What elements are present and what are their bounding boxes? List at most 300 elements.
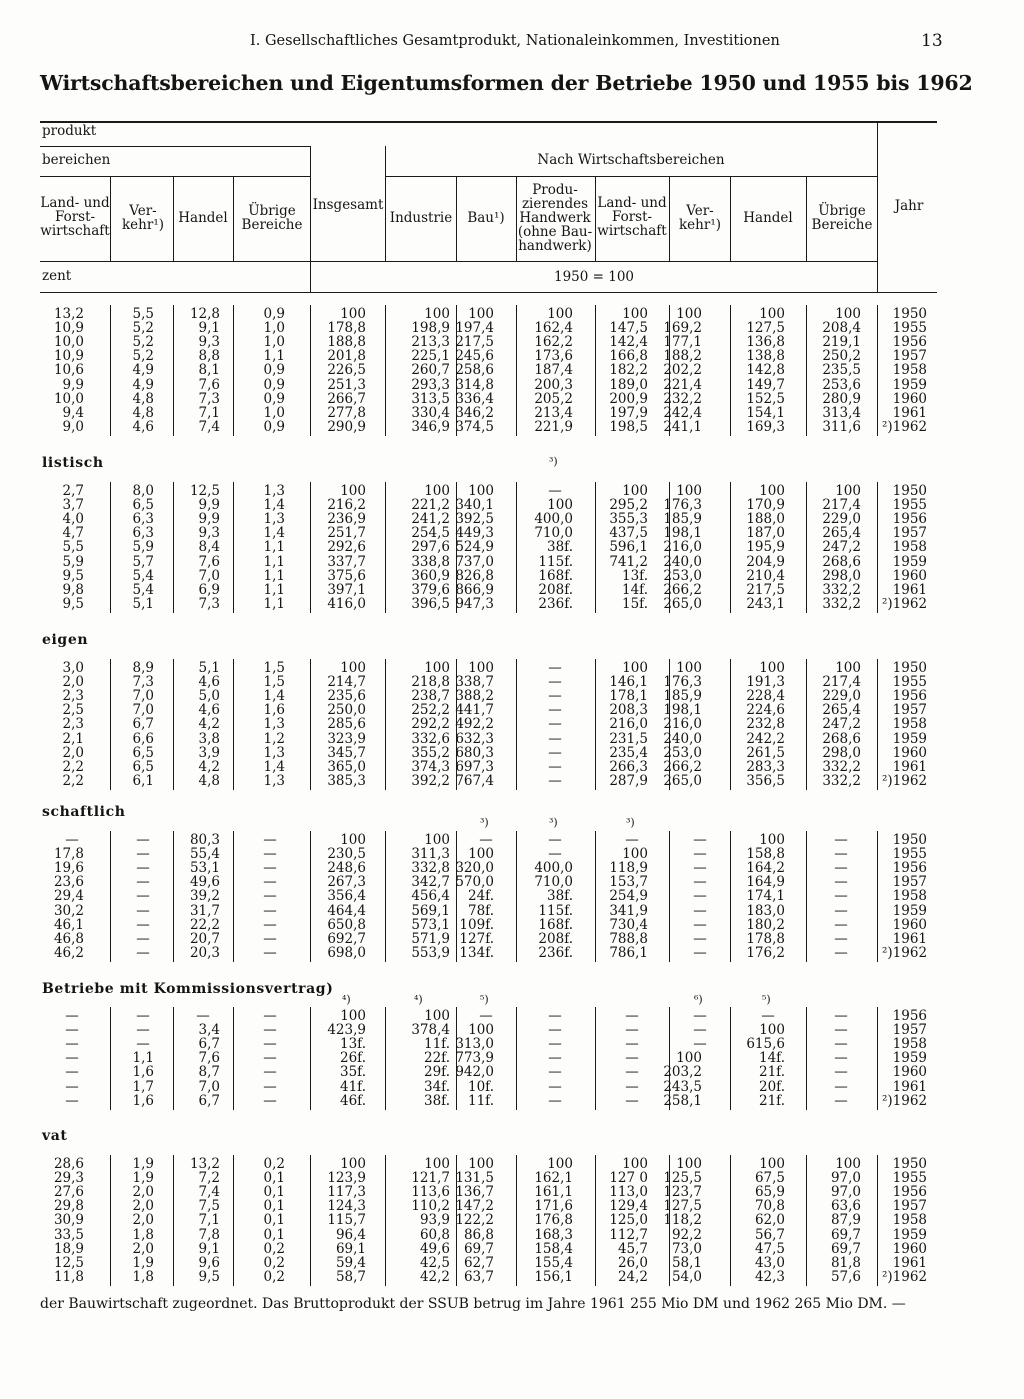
table-cell-year: 1957 bbox=[892, 1198, 927, 1215]
table-cell: 198,9 bbox=[411, 320, 450, 337]
table-cell: 730,4 bbox=[609, 916, 648, 933]
footnote-mark: ⁴) bbox=[342, 993, 351, 1006]
table-cell: 7,3 bbox=[198, 390, 220, 407]
table-cell: 10f. bbox=[468, 1078, 494, 1095]
table-cell: 59,4 bbox=[335, 1254, 366, 1271]
table-cell: 2,3 bbox=[62, 688, 84, 705]
table-cell: 123,7 bbox=[663, 1184, 702, 1201]
table-cell: 1,1 bbox=[132, 1050, 154, 1067]
table-cell: 146,1 bbox=[609, 674, 648, 691]
table-cell: 266,2 bbox=[663, 758, 702, 775]
table-cell: 4,8 bbox=[132, 404, 154, 421]
table-cell: 229,0 bbox=[822, 511, 861, 528]
table-cell: 219,1 bbox=[822, 334, 861, 351]
column-separator bbox=[110, 831, 111, 962]
table-cell: 1,3 bbox=[263, 511, 285, 528]
header-left-land-forst: Land- und Forst- wirtschaft bbox=[40, 195, 110, 239]
table-cell: 13f. bbox=[340, 1036, 366, 1053]
table-cell: 168f. bbox=[538, 916, 573, 933]
table-cell: — bbox=[65, 1050, 79, 1067]
table-cell: 9,5 bbox=[62, 595, 84, 612]
table-cell: 231,5 bbox=[609, 730, 648, 747]
table-cell: 26f. bbox=[340, 1050, 366, 1067]
table-cell: 65,9 bbox=[754, 1184, 785, 1201]
table-cell: 250,2 bbox=[822, 348, 861, 365]
table-cell: 127 0 bbox=[609, 1170, 648, 1187]
table-cell: 100 bbox=[424, 1156, 450, 1172]
table-cell: 45,7 bbox=[617, 1240, 648, 1257]
table-cell: 69,1 bbox=[335, 1240, 366, 1257]
table-cell: — bbox=[693, 930, 707, 947]
table-cell: 188,0 bbox=[746, 511, 785, 528]
table-cell: — bbox=[136, 902, 150, 919]
header-insgesamt: Insgesamt bbox=[312, 197, 384, 213]
table-cell: 1,9 bbox=[132, 1254, 154, 1271]
table-cell: 118,2 bbox=[663, 1212, 702, 1229]
footnote-mark: ³) bbox=[626, 816, 635, 829]
table-cell: 70,8 bbox=[754, 1198, 785, 1215]
table-cell: 38f. bbox=[547, 888, 573, 905]
table-cell: 100 bbox=[547, 497, 573, 514]
table-cell: — bbox=[548, 730, 562, 747]
page-title: Wirtschaftsbereichen und Eigentumsformen der Betriebe 1950 und 1955 bis 1962 bbox=[40, 71, 973, 95]
table-cell: 277,8 bbox=[327, 404, 366, 421]
table-cell: 178,8 bbox=[327, 320, 366, 337]
table-cell-year: 1956 bbox=[892, 1008, 927, 1024]
table-cell: 416,0 bbox=[327, 595, 366, 612]
table-cell-year: 1960 bbox=[892, 390, 927, 407]
table-cell: 183,0 bbox=[746, 902, 785, 919]
table-cell: 7,2 bbox=[198, 1170, 220, 1187]
table-cell: 1,3 bbox=[263, 716, 285, 733]
table-cell: 6,5 bbox=[132, 758, 154, 775]
header-rule-top bbox=[40, 121, 937, 123]
table-cell: 267,3 bbox=[327, 874, 366, 891]
table-cell: 216,0 bbox=[663, 716, 702, 733]
table-cell: 138,8 bbox=[746, 348, 785, 365]
table-cell: 149,7 bbox=[746, 376, 785, 393]
table-cell: 2,0 bbox=[132, 1240, 154, 1257]
table-cell: — bbox=[834, 1036, 848, 1053]
table-cell: 245,6 bbox=[455, 348, 494, 365]
table-cell: 5,2 bbox=[132, 348, 154, 365]
table-cell: 261,5 bbox=[746, 744, 785, 761]
table-cell: — bbox=[548, 1092, 562, 1109]
table-cell: 22,2 bbox=[189, 916, 220, 933]
table-cell: 100 bbox=[835, 660, 861, 676]
table-cell: — bbox=[834, 888, 848, 905]
table-cell-year: ²)1962 bbox=[882, 772, 928, 789]
table-cell: 28,6 bbox=[53, 1156, 84, 1172]
table-cell: 1,3 bbox=[263, 744, 285, 761]
table-cell-year: 1961 bbox=[892, 581, 927, 598]
table-cell: 228,4 bbox=[746, 688, 785, 705]
table-cell: 54,0 bbox=[671, 1268, 702, 1285]
table-cell: 100 bbox=[622, 1156, 648, 1172]
table-cell: 113,0 bbox=[609, 1184, 648, 1201]
table-cell: — bbox=[65, 1036, 79, 1053]
table-cell: 3,0 bbox=[62, 660, 84, 676]
header-right-verkehr: Ver- kehr¹) bbox=[679, 203, 721, 233]
table-cell: 437,5 bbox=[609, 525, 648, 542]
table-cell: 136,7 bbox=[455, 1184, 494, 1201]
table-cell: 43,0 bbox=[754, 1254, 785, 1271]
table-cell: 251,3 bbox=[327, 376, 366, 393]
table-cell: 9,9 bbox=[198, 497, 220, 514]
table-cell: 0,9 bbox=[263, 376, 285, 393]
table-cell: — bbox=[548, 688, 562, 705]
table-cell: — bbox=[834, 832, 848, 848]
table-cell: 332,2 bbox=[822, 772, 861, 789]
table-cell: 632,3 bbox=[455, 730, 494, 747]
table-cell-year: 1960 bbox=[892, 567, 927, 584]
table-cell: 100 bbox=[468, 1022, 494, 1039]
table-cell-year: 1961 bbox=[892, 404, 927, 421]
table-cell: 142,8 bbox=[746, 362, 785, 379]
table-cell: 125,5 bbox=[663, 1170, 702, 1187]
table-cell: 7,5 bbox=[198, 1198, 220, 1215]
table-cell: 218,8 bbox=[411, 674, 450, 691]
table-cell: 100 bbox=[468, 483, 494, 499]
table-cell: 96,4 bbox=[335, 1226, 366, 1243]
table-cell: 9,9 bbox=[62, 376, 84, 393]
table-cell: — bbox=[65, 1064, 79, 1081]
table-cell: 332,2 bbox=[822, 581, 861, 598]
table-cell: 7,1 bbox=[198, 404, 220, 421]
column-separator bbox=[516, 659, 517, 790]
table-cell: 134f. bbox=[459, 944, 494, 961]
table-cell: 355,2 bbox=[411, 744, 450, 761]
table-cell: 100 bbox=[622, 846, 648, 863]
table-cell: — bbox=[834, 916, 848, 933]
footnote-mark: ⁶) bbox=[694, 993, 703, 1006]
table-cell: — bbox=[65, 1022, 79, 1039]
table-cell: 5,1 bbox=[132, 595, 154, 612]
table-cell: 127,5 bbox=[663, 1198, 702, 1215]
table-cell: 58,7 bbox=[335, 1268, 366, 1285]
table-cell: 332,6 bbox=[411, 730, 450, 747]
table-cell: 7,6 bbox=[198, 1050, 220, 1067]
table-cell-year: 1950 bbox=[892, 306, 927, 322]
table-cell-year: ²)1962 bbox=[882, 595, 928, 612]
table-cell: 100 bbox=[424, 306, 450, 322]
table-cell: 168f. bbox=[538, 567, 573, 584]
table-cell: 6,7 bbox=[198, 1036, 220, 1053]
table-cell: 2,2 bbox=[62, 772, 84, 789]
header-rule-4 bbox=[40, 261, 877, 262]
table-cell: 81,8 bbox=[830, 1254, 861, 1271]
table-cell: 7,3 bbox=[132, 674, 154, 691]
table-cell: 100 bbox=[340, 483, 366, 499]
table-cell-year: 1955 bbox=[892, 846, 927, 863]
table-cell-year: 1959 bbox=[892, 1050, 927, 1067]
table-cell: 5,9 bbox=[62, 553, 84, 570]
table-cell: 9,5 bbox=[62, 567, 84, 584]
table-cell: 100 bbox=[759, 1156, 785, 1172]
table-cell: 24,2 bbox=[617, 1268, 648, 1285]
table-cell-year: 1956 bbox=[892, 860, 927, 877]
table-cell: 242,4 bbox=[663, 404, 702, 421]
table-cell: 9,3 bbox=[198, 334, 220, 351]
table-cell: 571,9 bbox=[411, 930, 450, 947]
table-cell: 378,4 bbox=[411, 1022, 450, 1039]
table-cell: 221,2 bbox=[411, 497, 450, 514]
table-cell: 9,6 bbox=[198, 1254, 220, 1271]
table-cell: 4,9 bbox=[132, 362, 154, 379]
table-cell: 178,1 bbox=[609, 688, 648, 705]
table-cell: — bbox=[136, 944, 150, 961]
table-cell: — bbox=[263, 916, 277, 933]
table-cell: — bbox=[834, 1022, 848, 1039]
header-right-bau: Bau¹) bbox=[467, 210, 505, 226]
table-cell: 100 bbox=[340, 832, 366, 848]
table-cell: 100 bbox=[340, 306, 366, 322]
table-cell-year: 1950 bbox=[892, 660, 927, 676]
table-cell: 173,6 bbox=[534, 348, 573, 365]
header-right-uebrige: Übrige Bereiche bbox=[811, 203, 873, 233]
table-cell-year: 1957 bbox=[892, 874, 927, 891]
table-cell: 47,5 bbox=[754, 1240, 785, 1257]
table-cell: 5,1 bbox=[198, 660, 220, 676]
table-cell: 266,3 bbox=[609, 758, 648, 775]
table-cell: 1,1 bbox=[263, 567, 285, 584]
table-cell: 235,5 bbox=[822, 362, 861, 379]
table-cell: 397,1 bbox=[327, 581, 366, 598]
table-cell: 168,3 bbox=[534, 1226, 573, 1243]
table-cell: — bbox=[693, 1036, 707, 1053]
section-label: vat bbox=[42, 1128, 68, 1144]
table-cell: 292,6 bbox=[327, 539, 366, 556]
table-cell: 3,9 bbox=[198, 744, 220, 761]
table-cell: 0,1 bbox=[263, 1170, 285, 1187]
table-cell: 9,8 bbox=[62, 581, 84, 598]
table-cell: — bbox=[548, 702, 562, 719]
table-cell-year: 1955 bbox=[892, 674, 927, 691]
table-cell: 265,4 bbox=[822, 525, 861, 542]
header-bereichen: bereichen bbox=[42, 152, 111, 168]
table-cell: 786,1 bbox=[609, 944, 648, 961]
table-cell: 254,9 bbox=[609, 888, 648, 905]
section-label: eigen bbox=[42, 632, 89, 648]
table-cell: 155,4 bbox=[534, 1254, 573, 1271]
table-cell: 737,0 bbox=[455, 553, 494, 570]
table-cell-year: 1957 bbox=[892, 1022, 927, 1039]
table-cell: 1,6 bbox=[263, 702, 285, 719]
table-cell: 385,3 bbox=[327, 772, 366, 789]
table-cell: 170,9 bbox=[746, 497, 785, 514]
table-cell: 258,6 bbox=[455, 362, 494, 379]
table-cell: — bbox=[548, 716, 562, 733]
table-cell: 93,9 bbox=[419, 1212, 450, 1229]
table-cell: 252,2 bbox=[411, 702, 450, 719]
footnote-mark: ³) bbox=[480, 816, 489, 829]
table-cell: 524,9 bbox=[455, 539, 494, 556]
table-cell: 24f. bbox=[468, 888, 494, 905]
section-label: listisch bbox=[42, 455, 104, 471]
table-cell: — bbox=[263, 1022, 277, 1039]
table-cell: 42,3 bbox=[754, 1268, 785, 1285]
table-cell: 177,1 bbox=[663, 334, 702, 351]
table-cell: 100 bbox=[424, 1008, 450, 1024]
table-cell: — bbox=[548, 744, 562, 761]
table-cell: 2,0 bbox=[62, 674, 84, 691]
table-cell-year: 1958 bbox=[892, 888, 927, 905]
table-cell: 314,8 bbox=[455, 376, 494, 393]
table-cell-year: 1955 bbox=[892, 320, 927, 337]
table-cell-year: 1957 bbox=[892, 525, 927, 542]
table-cell: 124,3 bbox=[327, 1198, 366, 1215]
header-vline bbox=[233, 176, 234, 261]
table-cell: 298,0 bbox=[822, 567, 861, 584]
header-basis: 1950 = 100 bbox=[553, 269, 635, 285]
header-jahr: Jahr bbox=[894, 198, 924, 214]
table-cell-year: 1959 bbox=[892, 553, 927, 570]
table-cell: 156,1 bbox=[534, 1268, 573, 1285]
table-cell: 332,2 bbox=[822, 595, 861, 612]
table-cell: — bbox=[693, 944, 707, 961]
table-cell: — bbox=[136, 1022, 150, 1039]
table-cell: 615,6 bbox=[746, 1036, 785, 1053]
table-cell: — bbox=[834, 944, 848, 961]
column-separator bbox=[877, 659, 878, 790]
table-cell: — bbox=[136, 1036, 150, 1053]
table-cell: 208,3 bbox=[609, 702, 648, 719]
table-cell: 86,8 bbox=[463, 1226, 494, 1243]
table-cell: 240,0 bbox=[663, 553, 702, 570]
table-cell: 7,0 bbox=[132, 688, 154, 705]
table-cell: — bbox=[263, 1008, 277, 1024]
table-cell: 251,7 bbox=[327, 525, 366, 542]
table-cell: — bbox=[625, 1050, 639, 1067]
table-cell: 0,1 bbox=[263, 1184, 285, 1201]
table-cell: 213,4 bbox=[534, 404, 573, 421]
table-cell: 7,8 bbox=[198, 1226, 220, 1243]
table-cell: 2,5 bbox=[62, 702, 84, 719]
table-cell: 767,4 bbox=[455, 772, 494, 789]
table-cell: 176,3 bbox=[663, 674, 702, 691]
table-cell: 7,3 bbox=[198, 595, 220, 612]
header-rule-3 bbox=[385, 176, 877, 177]
footnote: der Bauwirtschaft zugeordnet. Das Bruttoprodukt der SSUB betrug im Jahre 1961 255 Mio DM und 1962 265 Mio DM. — bbox=[40, 1296, 906, 1312]
table-cell: 63,7 bbox=[463, 1268, 494, 1285]
table-cell: 9,1 bbox=[198, 320, 220, 337]
table-cell: 0,1 bbox=[263, 1226, 285, 1243]
table-cell: 0,2 bbox=[263, 1268, 285, 1285]
table-cell: 346,2 bbox=[455, 404, 494, 421]
table-cell: 1,2 bbox=[263, 730, 285, 747]
table-cell: — bbox=[834, 1078, 848, 1095]
table-cell: 87,9 bbox=[830, 1212, 861, 1229]
table-cell: 176,2 bbox=[746, 944, 785, 961]
table-cell: 235,6 bbox=[327, 688, 366, 705]
table-cell: 100 bbox=[835, 483, 861, 499]
table-cell: 375,6 bbox=[327, 567, 366, 584]
table-cell: 650,8 bbox=[327, 916, 366, 933]
table-cell: 46f. bbox=[340, 1092, 366, 1109]
table-cell: 69,7 bbox=[463, 1240, 494, 1257]
table-cell: 1,4 bbox=[263, 688, 285, 705]
table-cell: 773,9 bbox=[455, 1050, 494, 1067]
table-cell: 8,0 bbox=[132, 483, 154, 499]
table-cell: — bbox=[625, 1036, 639, 1053]
table-cell-year: 1957 bbox=[892, 348, 927, 365]
table-cell: 17,8 bbox=[53, 846, 84, 863]
table-cell: 100 bbox=[676, 306, 702, 322]
table-cell: — bbox=[196, 1008, 210, 1024]
table-cell: 214,7 bbox=[327, 674, 366, 691]
table-cell: 38f. bbox=[547, 539, 573, 556]
table-cell: 176,3 bbox=[663, 497, 702, 514]
table-cell: 241,2 bbox=[411, 511, 450, 528]
table-cell: 80,3 bbox=[189, 832, 220, 848]
table-cell: 11,8 bbox=[53, 1268, 84, 1285]
table-cell: 187,0 bbox=[746, 525, 785, 542]
table-cell: 2,2 bbox=[62, 758, 84, 775]
table-cell: 217,5 bbox=[746, 581, 785, 598]
table-cell: 2,0 bbox=[132, 1198, 154, 1215]
table-cell: 337,7 bbox=[327, 553, 366, 570]
table-cell: 171,6 bbox=[534, 1198, 573, 1215]
table-cell: 201,8 bbox=[327, 348, 366, 365]
table-cell: 147,5 bbox=[609, 320, 648, 337]
table-cell: 29,3 bbox=[53, 1170, 84, 1187]
table-cell: 374,3 bbox=[411, 758, 450, 775]
table-cell-year: 1956 bbox=[892, 511, 927, 528]
table-cell: 253,0 bbox=[663, 744, 702, 761]
table-cell: 198,1 bbox=[663, 525, 702, 542]
table-cell: 41f. bbox=[340, 1078, 366, 1095]
table-cell: 136,8 bbox=[746, 334, 785, 351]
column-separator bbox=[877, 1007, 878, 1110]
table-cell: 2,1 bbox=[62, 730, 84, 747]
table-cell-year: ²)1962 bbox=[882, 944, 928, 961]
table-cell-year: 1959 bbox=[892, 902, 927, 919]
table-cell: 456,4 bbox=[411, 888, 450, 905]
table-cell: 100 bbox=[835, 1156, 861, 1172]
table-cell: 198,5 bbox=[609, 418, 648, 435]
table-cell: 49,6 bbox=[189, 874, 220, 891]
table-cell: 10,9 bbox=[53, 320, 84, 337]
table-cell: 942,0 bbox=[455, 1064, 494, 1081]
table-cell: 236f. bbox=[538, 944, 573, 961]
table-cell: — bbox=[834, 846, 848, 863]
table-cell: 356,4 bbox=[327, 888, 366, 905]
table-cell: 247,2 bbox=[822, 539, 861, 556]
table-cell: 100 bbox=[622, 660, 648, 676]
table-cell: 100 bbox=[759, 483, 785, 499]
table-cell: 265,0 bbox=[663, 772, 702, 789]
table-cell: 100 bbox=[622, 306, 648, 322]
table-cell: 164,2 bbox=[746, 860, 785, 877]
table-cell: — bbox=[136, 874, 150, 891]
table-cell: 697,3 bbox=[455, 758, 494, 775]
table-cell: 12,8 bbox=[189, 306, 220, 322]
table-cell: 56,7 bbox=[754, 1226, 785, 1243]
table-cell-year: 1961 bbox=[892, 930, 927, 947]
table-cell: 185,9 bbox=[663, 688, 702, 705]
page-number: 13 bbox=[921, 31, 943, 51]
table-cell-year: 1957 bbox=[892, 702, 927, 719]
table-cell: 1,1 bbox=[263, 348, 285, 365]
table-cell: 346,9 bbox=[411, 418, 450, 435]
table-cell: 1,8 bbox=[132, 1226, 154, 1243]
table-cell: 741,2 bbox=[609, 553, 648, 570]
table-cell: 39,2 bbox=[189, 888, 220, 905]
table-cell: 5,0 bbox=[198, 688, 220, 705]
table-cell: 26,0 bbox=[617, 1254, 648, 1271]
running-head: I. Gesellschaftliches Gesamtprodukt, Nationaleinkommen, Investitionen bbox=[250, 33, 780, 49]
table-cell-year: 1959 bbox=[892, 730, 927, 747]
